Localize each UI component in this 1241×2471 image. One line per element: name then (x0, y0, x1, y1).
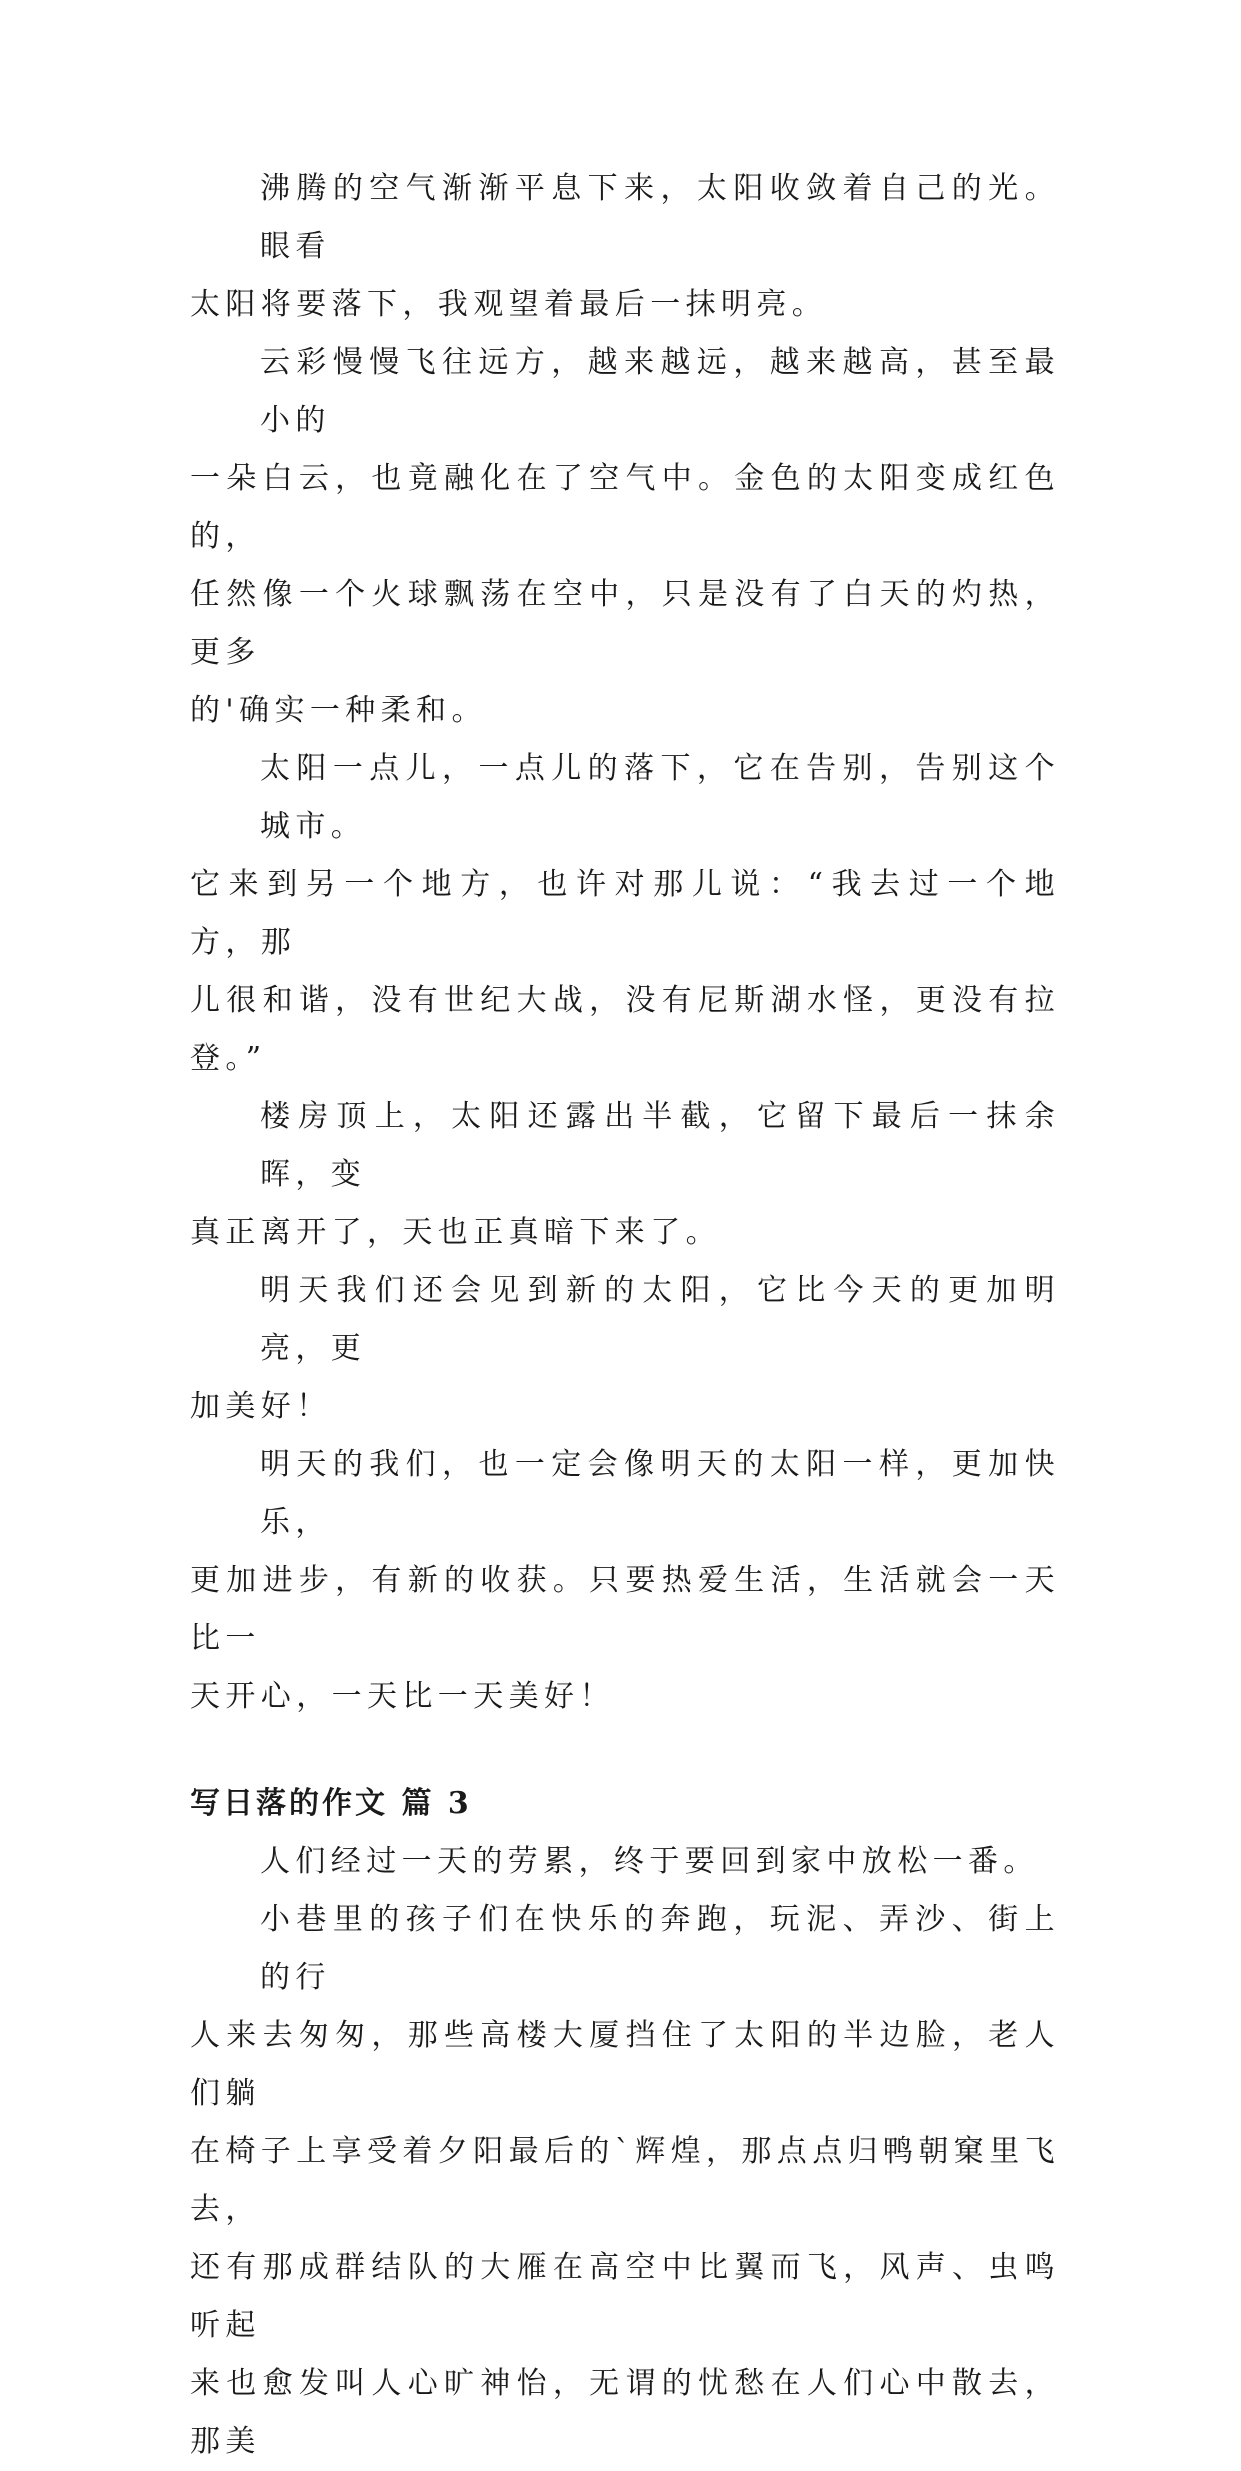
text-line: 人来去匆匆，那些高楼大厦挡住了太阳的半边脸，老人们躺 (190, 2018, 1060, 2111)
paragraph (190, 1262, 1060, 1436)
text-line: 小巷里的孩子们在快乐的奔跑，玩泥、弄沙、街上的行 (260, 1902, 1060, 1995)
text-line: 人们经过一天的劳累，终于要回到家中放松一番。 (260, 1844, 1039, 1879)
text-line: 还有那成群结队的大雁在高空中比翼而飞，风声、虫鸣听起 (190, 2250, 1060, 2343)
text-line: 沸腾的空气渐渐平息下来，太阳收敛着自己的光。眼看 (260, 171, 1060, 264)
text-line: 在椅子上享受着夕阳最后的`辉煌，那点点归鸭朝窠里飞去， (190, 2134, 1060, 2227)
section-heading: 写日落的作文 篇 3 (190, 1786, 472, 1821)
paragraph (190, 334, 1060, 740)
text-line: 任然像一个火球飘荡在空中，只是没有了白天的灼热，更多 (190, 577, 1060, 670)
text-line: 来也愈发叫人心旷神怡，无谓的忧愁在人们心中散去，那美 (190, 2366, 1060, 2459)
text-line: 太阳将要落下，我观望着最后一抹明亮。 (190, 287, 828, 322)
document-page (190, 160, 1060, 2471)
text-line: 加美好！ (190, 1389, 332, 1424)
paragraph (190, 1088, 1060, 1262)
paragraph (190, 1891, 1060, 2471)
text-line: 天开心，一天比一天美好！ (190, 1679, 615, 1714)
text-line: 儿很和谐，没有世纪大战，没有尼斯湖水怪，更没有拉登。” (190, 983, 1060, 1076)
paragraph (190, 740, 1060, 1088)
text-line: 楼房顶上，太阳还露出半截，它留下最后一抹余晖，变 (260, 1099, 1060, 1192)
text-line: 明天的我们，也一定会像明天的太阳一样，更加快乐， (260, 1447, 1060, 1540)
text-line: 太阳一点儿，一点儿的落下，它在告别，告别这个城市。 (260, 751, 1060, 844)
text-line: 真正离开了，天也正真暗下来了。 (190, 1215, 721, 1250)
paragraph (190, 1833, 1060, 1891)
text-line: 云彩慢慢飞往远方，越来越远，越来越高，甚至最小的 (260, 345, 1060, 438)
text-line: 更加进步，有新的收获。只要热爱生活，生活就会一天比一 (190, 1563, 1060, 1656)
text-line: 一朵白云，也竟融化在了空气中。金色的太阳变成红色的， (190, 461, 1060, 554)
paragraph (190, 1436, 1060, 1726)
text-line: 的'确实一种柔和。 (190, 693, 487, 728)
paragraph (190, 160, 1060, 334)
text-line: 明天我们还会见到新的太阳，它比今天的更加明亮，更 (260, 1273, 1060, 1366)
text-line: 它来到另一个地方，也许对那儿说：“我去过一个地方，那 (190, 867, 1060, 960)
